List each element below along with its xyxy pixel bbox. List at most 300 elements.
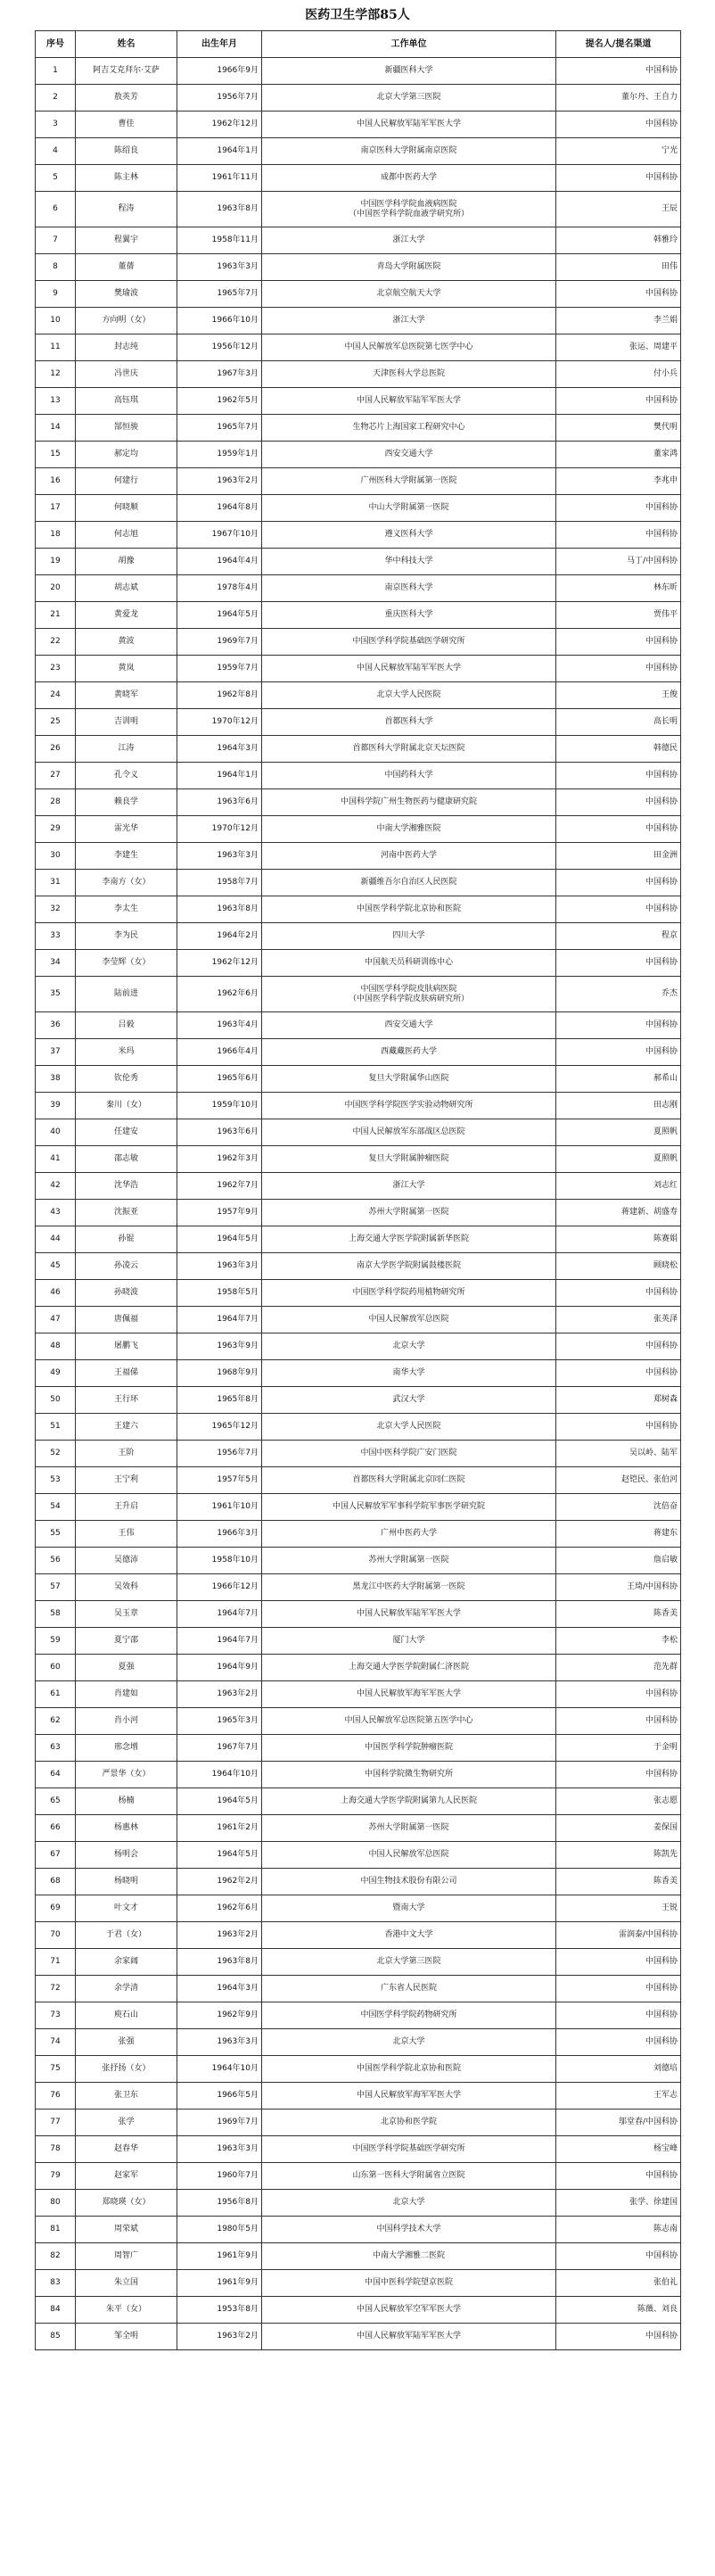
- row-nominator-cell: 雷润泰/中国科协: [556, 1922, 681, 1949]
- table-row: [36, 1788, 681, 1815]
- row-birth-cell: 1964年5月: [177, 1226, 262, 1253]
- unit-line: 中国医学科学院药物研究所: [360, 2010, 457, 2019]
- row-birth-cell: 1953年8月: [177, 2297, 262, 2324]
- row-index-cell: 70: [36, 1922, 76, 1949]
- row-birth-cell: 1963年8月: [177, 896, 262, 923]
- row-unit-cell: [262, 165, 556, 192]
- table-row: [36, 2163, 681, 2190]
- row-unit-cell: [262, 1119, 556, 1146]
- row-birth-cell: 1962年2月: [177, 1869, 262, 1895]
- row-birth-cell: 1964年7月: [177, 1307, 262, 1333]
- row-name-cell: 何晓顺: [76, 495, 177, 522]
- unit-line: 黑龙江中医药大学附属第一医院: [352, 1582, 465, 1591]
- table-row: [36, 2083, 681, 2110]
- row-index-cell: 11: [36, 334, 76, 361]
- row-name-cell: 杨楠: [76, 1788, 177, 1815]
- unit-line: 上海交通大学医学院附属第九人民医院: [340, 1796, 477, 1805]
- row-name-cell: 赵春华: [76, 2136, 177, 2163]
- row-unit-cell: [262, 896, 556, 923]
- row-nominator-cell: 韩雅玲: [556, 227, 681, 254]
- row-name-cell: 郑晓瑛（女）: [76, 2190, 177, 2217]
- unit-line: 苏州大学附属第一医院: [368, 1823, 449, 1832]
- row-name-cell: 郝定均: [76, 442, 177, 468]
- table-row: [36, 388, 681, 415]
- row-birth-cell: 1964年10月: [177, 1762, 262, 1788]
- row-unit-cell: [262, 442, 556, 468]
- row-unit-cell: [262, 843, 556, 870]
- table-row: [36, 1655, 681, 1681]
- row-name-cell: 陈绍良: [76, 138, 177, 165]
- nominee-table: [35, 30, 681, 2350]
- row-name-cell: 冯世庆: [76, 361, 177, 388]
- row-index-cell: 27: [36, 763, 76, 789]
- unit-line: 首都医科大学附属北京同仁医院: [352, 1475, 465, 1484]
- row-unit-cell: [262, 1066, 556, 1093]
- row-birth-cell: 1957年9月: [177, 1200, 262, 1226]
- unit-line: 中国人民解放军军事科学院军事医学研究院: [332, 1502, 485, 1511]
- table-row: [36, 1842, 681, 1869]
- row-unit-cell: [262, 495, 556, 522]
- table-row: [36, 1012, 681, 1039]
- row-name-cell: 孙锟: [76, 1226, 177, 1253]
- row-index-cell: 56: [36, 1548, 76, 1574]
- row-birth-cell: 1959年1月: [177, 442, 262, 468]
- row-unit-cell: [262, 602, 556, 629]
- row-name-cell: 程翼宇: [76, 227, 177, 254]
- row-name-cell: 王升启: [76, 1494, 177, 1521]
- row-nominator-cell: 中国科协: [556, 1762, 681, 1788]
- table-row: [36, 1307, 681, 1333]
- unit-line: 西安交通大学: [384, 1020, 433, 1029]
- row-birth-cell: 1967年3月: [177, 361, 262, 388]
- row-index-cell: 6: [36, 192, 76, 227]
- row-unit-cell: [262, 2083, 556, 2110]
- row-nominator-cell: 林东昕: [556, 575, 681, 602]
- row-birth-cell: 1964年4月: [177, 549, 262, 575]
- table-row: [36, 2110, 681, 2136]
- row-unit-cell: [262, 1548, 556, 1574]
- row-nominator-cell: 中国科协: [556, 1333, 681, 1360]
- table-row: [36, 602, 681, 629]
- row-nominator-cell: 顾晓松: [556, 1253, 681, 1280]
- unit-line: 中国人民解放军总医院: [368, 1850, 449, 1859]
- row-index-cell: 36: [36, 1012, 76, 1039]
- row-birth-cell: 1969年7月: [177, 629, 262, 656]
- row-birth-cell: 1956年12月: [177, 334, 262, 361]
- row-unit-cell: [262, 1226, 556, 1253]
- row-birth-cell: 1958年11月: [177, 227, 262, 254]
- row-nominator-cell: 王辰: [556, 192, 681, 227]
- unit-line: 上海交通大学医学院附属仁济医院: [348, 1663, 469, 1672]
- row-index-cell: 68: [36, 1869, 76, 1895]
- row-nominator-cell: 郑树森: [556, 1387, 681, 1414]
- row-unit-cell: [262, 308, 556, 334]
- unit-line: 首都医科大学附属北京天坛医院: [352, 744, 465, 753]
- row-name-cell: 王宁利: [76, 1467, 177, 1494]
- unit-line: 广州医科大学附属第一医院: [360, 476, 457, 485]
- row-birth-cell: 1963年2月: [177, 2324, 262, 2350]
- unit-line: 北京大学: [392, 2198, 425, 2207]
- unit-line: 中国医学科学院基础医学研究所: [352, 2144, 465, 2153]
- row-nominator-cell: 中国科协: [556, 950, 681, 977]
- table-row: [36, 1922, 681, 1949]
- row-unit-cell: [262, 656, 556, 682]
- row-birth-cell: 1970年12月: [177, 816, 262, 843]
- row-unit-cell: [262, 2270, 556, 2297]
- table-row: [36, 549, 681, 575]
- row-index-cell: 40: [36, 1119, 76, 1146]
- row-nominator-cell: 陈凯先: [556, 1842, 681, 1869]
- row-birth-cell: 1960年7月: [177, 2163, 262, 2190]
- row-name-cell: 任建安: [76, 1119, 177, 1146]
- row-unit-cell: [262, 227, 556, 254]
- row-name-cell: 余家阔: [76, 1949, 177, 1976]
- row-index-cell: 76: [36, 2083, 76, 2110]
- row-index-cell: 30: [36, 843, 76, 870]
- row-index-cell: 24: [36, 682, 76, 709]
- row-name-cell: 曹佳: [76, 111, 177, 138]
- unit-line: 中国人民解放军陆军军医大学: [356, 396, 461, 405]
- row-birth-cell: 1958年7月: [177, 870, 262, 896]
- row-nominator-cell: 刘德培: [556, 2056, 681, 2083]
- row-birth-cell: 1965年3月: [177, 1708, 262, 1735]
- table-row: [36, 495, 681, 522]
- row-birth-cell: 1964年9月: [177, 1655, 262, 1681]
- unit-line: 北京大学第三医院: [376, 93, 441, 102]
- table-row: [36, 843, 681, 870]
- row-index-cell: 72: [36, 1976, 76, 2002]
- row-nominator-cell: 李兰娟: [556, 308, 681, 334]
- table-row: [36, 2056, 681, 2083]
- row-unit-cell: [262, 1441, 556, 1467]
- row-nominator-cell: 范先群: [556, 1655, 681, 1681]
- row-birth-cell: 1965年7月: [177, 415, 262, 442]
- row-birth-cell: 1970年12月: [177, 709, 262, 736]
- row-unit-cell: [262, 1815, 556, 1842]
- unit-line: 北京航空航天大学: [376, 289, 441, 298]
- row-index-cell: 23: [36, 656, 76, 682]
- unit-line: 河南中医药大学: [380, 851, 437, 860]
- table-row: [36, 1494, 681, 1521]
- table-row: [36, 736, 681, 763]
- table-row: [36, 923, 681, 950]
- table-row: [36, 1681, 681, 1708]
- row-name-cell: 杨明会: [76, 1842, 177, 1869]
- row-nominator-cell: 中国科协: [556, 2324, 681, 2350]
- row-unit-cell: [262, 334, 556, 361]
- row-nominator-cell: 董家鸿: [556, 442, 681, 468]
- row-index-cell: 17: [36, 495, 76, 522]
- unit-line: 西藏藏医药大学: [380, 1047, 437, 1056]
- row-birth-cell: 1964年3月: [177, 736, 262, 763]
- table-row: [36, 1119, 681, 1146]
- row-unit-cell: [262, 2217, 556, 2243]
- table-row: [36, 2324, 681, 2350]
- row-unit-cell: [262, 1681, 556, 1708]
- row-birth-cell: 1963年8月: [177, 192, 262, 227]
- row-name-cell: 孙凌云: [76, 1253, 177, 1280]
- table-row: [36, 1253, 681, 1280]
- row-index-cell: 16: [36, 468, 76, 495]
- row-name-cell: 李莹辉（女）: [76, 950, 177, 977]
- unit-line: 中国人民解放军陆军军医大学: [356, 1609, 461, 1618]
- row-birth-cell: 1963年6月: [177, 1119, 262, 1146]
- row-nominator-cell: 李兆申: [556, 468, 681, 495]
- row-index-cell: 74: [36, 2029, 76, 2056]
- row-nominator-cell: 王军志: [556, 2083, 681, 2110]
- row-unit-cell: [262, 709, 556, 736]
- row-index-cell: 32: [36, 896, 76, 923]
- row-nominator-cell: 中国科协: [556, 388, 681, 415]
- row-unit-cell: [262, 58, 556, 85]
- unit-line: 中国科学院广州生物医药与健康研究院: [340, 797, 477, 806]
- unit-line: 武汉大学: [392, 1395, 425, 1404]
- unit-line: 中国科学院微生物研究所: [364, 1770, 453, 1779]
- row-index-cell: 85: [36, 2324, 76, 2350]
- row-name-cell: 吴玉章: [76, 1601, 177, 1628]
- row-index-cell: 13: [36, 388, 76, 415]
- table-row: [36, 165, 681, 192]
- row-nominator-cell: 郝希山: [556, 1066, 681, 1093]
- table-row: [36, 1414, 681, 1441]
- row-birth-cell: 1959年7月: [177, 656, 262, 682]
- row-birth-cell: 1958年10月: [177, 1548, 262, 1574]
- table-row: [36, 227, 681, 254]
- table-row: [36, 2136, 681, 2163]
- unit-line: 中国医学科学院肿瘤医院: [364, 1743, 453, 1752]
- row-index-cell: 59: [36, 1628, 76, 1655]
- row-birth-cell: 1962年8月: [177, 682, 262, 709]
- row-name-cell: 郜恒骏: [76, 415, 177, 442]
- row-name-cell: 方向明（女）: [76, 308, 177, 334]
- row-unit-cell: [262, 361, 556, 388]
- row-nominator-cell: 蒋建新、胡盛寿: [556, 1200, 681, 1226]
- row-nominator-cell: 姜保国: [556, 1815, 681, 1842]
- table-row: [36, 2243, 681, 2270]
- row-nominator-cell: 张伯礼: [556, 2270, 681, 2297]
- unit-line: 中国人民解放军陆军军医大学: [356, 120, 461, 128]
- row-name-cell: 李太生: [76, 896, 177, 923]
- row-unit-cell: [262, 1494, 556, 1521]
- unit-line: 香港中文大学: [384, 1930, 433, 1939]
- row-unit-cell: [262, 789, 556, 816]
- row-index-cell: 66: [36, 1815, 76, 1842]
- row-name-cell: 王建六: [76, 1414, 177, 1441]
- row-unit-cell: [262, 2002, 556, 2029]
- row-name-cell: 张抒扬（女）: [76, 2056, 177, 2083]
- row-unit-cell: [262, 549, 556, 575]
- row-name-cell: 庾石山: [76, 2002, 177, 2029]
- row-index-cell: 53: [36, 1467, 76, 1494]
- table-row: [36, 308, 681, 334]
- unit-line: 北京协和医学院: [380, 2118, 437, 2126]
- row-name-cell: 钦伦秀: [76, 1066, 177, 1093]
- row-birth-cell: 1956年7月: [177, 1441, 262, 1467]
- row-birth-cell: 1966年3月: [177, 1521, 262, 1548]
- row-name-cell: 孔令义: [76, 763, 177, 789]
- row-nominator-cell: 张英泽: [556, 1307, 681, 1333]
- row-birth-cell: 1980年5月: [177, 2217, 262, 2243]
- column-header-nominator: 提名人/提名渠道: [556, 31, 681, 58]
- unit-line: 中国人民解放军总医院第五医学中心: [344, 1716, 473, 1725]
- row-index-cell: 4: [36, 138, 76, 165]
- unit-line: 中国生物技术股份有限公司: [360, 1877, 457, 1886]
- unit-line: 中山大学附属第一医院: [368, 503, 449, 512]
- row-nominator-cell: 中国科协: [556, 1360, 681, 1387]
- row-index-cell: 45: [36, 1253, 76, 1280]
- row-birth-cell: 1963年3月: [177, 843, 262, 870]
- table-row: [36, 2190, 681, 2217]
- row-nominator-cell: 陈香美: [556, 1869, 681, 1895]
- row-unit-cell: [262, 254, 556, 281]
- row-unit-cell: [262, 1788, 556, 1815]
- row-nominator-cell: 高长明: [556, 709, 681, 736]
- row-unit-cell: [262, 1414, 556, 1441]
- row-nominator-cell: 中国科协: [556, 896, 681, 923]
- row-unit-cell: [262, 2163, 556, 2190]
- row-birth-cell: 1964年5月: [177, 1842, 262, 1869]
- row-nominator-cell: 田志刚: [556, 1093, 681, 1119]
- header-row: [36, 31, 681, 58]
- row-index-cell: 51: [36, 1414, 76, 1441]
- row-name-cell: 余学清: [76, 1976, 177, 2002]
- table-row: [36, 1895, 681, 1922]
- row-birth-cell: 1965年12月: [177, 1414, 262, 1441]
- row-unit-cell: [262, 1949, 556, 1976]
- row-unit-cell: [262, 870, 556, 896]
- row-nominator-cell: 刘志红: [556, 1173, 681, 1200]
- table-row: [36, 1066, 681, 1093]
- table-row: [36, 629, 681, 656]
- row-nominator-cell: 吴以岭、陆军: [556, 1441, 681, 1467]
- row-nominator-cell: 中国科协: [556, 2243, 681, 2270]
- table-row: [36, 1333, 681, 1360]
- row-birth-cell: 1961年2月: [177, 1815, 262, 1842]
- row-nominator-cell: 董尔丹、王自力: [556, 85, 681, 111]
- row-name-cell: 陆前进: [76, 977, 177, 1012]
- row-nominator-cell: 付小兵: [556, 361, 681, 388]
- row-name-cell: 赵家军: [76, 2163, 177, 2190]
- row-unit-cell: [262, 1307, 556, 1333]
- page-title: 医药卫生学部85人: [305, 8, 410, 22]
- row-nominator-cell: 中国科协: [556, 870, 681, 896]
- row-index-cell: 62: [36, 1708, 76, 1735]
- row-name-cell: 高钰琪: [76, 388, 177, 415]
- row-name-cell: 王福俤: [76, 1360, 177, 1387]
- unit-line: 新疆维吾尔自治区人民医院: [360, 878, 457, 887]
- table-row: [36, 1735, 681, 1762]
- unit-line: 中国人民解放军陆军军医大学: [356, 2332, 461, 2341]
- row-nominator-cell: 中国科协: [556, 1012, 681, 1039]
- row-nominator-cell: 陈赛娟: [556, 1226, 681, 1253]
- row-nominator-cell: 中国科协: [556, 281, 681, 308]
- row-birth-cell: 1963年3月: [177, 1253, 262, 1280]
- row-unit-cell: [262, 2056, 556, 2083]
- row-unit-cell: [262, 950, 556, 977]
- unit-line: 上海交通大学医学院附属新华医院: [348, 1234, 469, 1243]
- row-name-cell: 沈振亚: [76, 1200, 177, 1226]
- row-nominator-cell: 乔杰: [556, 977, 681, 1012]
- row-nominator-cell: 中国科协: [556, 1414, 681, 1441]
- row-unit-cell: [262, 1467, 556, 1494]
- column-header-index: 序号: [36, 31, 76, 58]
- row-birth-cell: 1956年7月: [177, 85, 262, 111]
- row-birth-cell: 1956年8月: [177, 2190, 262, 2217]
- table-header: [36, 31, 681, 58]
- row-birth-cell: 1963年2月: [177, 1681, 262, 1708]
- row-unit-cell: [262, 1601, 556, 1628]
- table-row: [36, 58, 681, 85]
- row-unit-cell: [262, 2297, 556, 2324]
- row-name-cell: 肖小河: [76, 1708, 177, 1735]
- row-birth-cell: 1978年4月: [177, 575, 262, 602]
- table-row: [36, 1521, 681, 1548]
- row-nominator-cell: 王琦/中国科协: [556, 1574, 681, 1601]
- row-unit-cell: [262, 816, 556, 843]
- table-row: [36, 1869, 681, 1895]
- row-name-cell: 邹全明: [76, 2324, 177, 2350]
- row-name-cell: 吕毅: [76, 1012, 177, 1039]
- row-unit-cell: [262, 1039, 556, 1066]
- unit-line: （中国医学科学院血液学研究所）: [348, 209, 469, 219]
- unit-line: 首都医科大学: [384, 717, 433, 726]
- row-unit-cell: [262, 1869, 556, 1895]
- row-nominator-cell: 张运、周建平: [556, 334, 681, 361]
- row-name-cell: 邢念增: [76, 1735, 177, 1762]
- row-index-cell: 58: [36, 1601, 76, 1628]
- unit-line: 中国医学科学院北京协和医院: [356, 904, 461, 913]
- row-unit-cell: [262, 111, 556, 138]
- row-nominator-cell: 韩德民: [556, 736, 681, 763]
- row-unit-cell: [262, 1762, 556, 1788]
- table-row: [36, 254, 681, 281]
- row-index-cell: 67: [36, 1842, 76, 1869]
- row-birth-cell: 1962年12月: [177, 111, 262, 138]
- row-unit-cell: [262, 575, 556, 602]
- row-name-cell: 陈主林: [76, 165, 177, 192]
- row-birth-cell: 1959年10月: [177, 1093, 262, 1119]
- row-name-cell: 邵志敏: [76, 1146, 177, 1173]
- row-name-cell: 肖建如: [76, 1681, 177, 1708]
- row-birth-cell: 1963年2月: [177, 1922, 262, 1949]
- row-birth-cell: 1966年5月: [177, 2083, 262, 2110]
- table-row: [36, 709, 681, 736]
- unit-line: 广东省人民医院: [380, 1984, 437, 1993]
- unit-line: 中国人民解放军总医院第七医学中心: [344, 343, 473, 351]
- row-name-cell: 朱立国: [76, 2270, 177, 2297]
- row-nominator-cell: 中国科协: [556, 1681, 681, 1708]
- row-index-cell: 77: [36, 2110, 76, 2136]
- unit-line: 中国中医科学院广安门医院: [360, 1449, 457, 1457]
- row-nominator-cell: 夏照帆: [556, 1146, 681, 1173]
- row-index-cell: 63: [36, 1735, 76, 1762]
- unit-line: 北京大学: [392, 1342, 425, 1350]
- row-birth-cell: 1965年6月: [177, 1066, 262, 1093]
- row-index-cell: 75: [36, 2056, 76, 2083]
- row-index-cell: 25: [36, 709, 76, 736]
- row-unit-cell: [262, 736, 556, 763]
- row-name-cell: 李为民: [76, 923, 177, 950]
- table-row: [36, 1200, 681, 1226]
- unit-line: 天津医科大学总医院: [372, 369, 445, 378]
- unit-line: 复旦大学附属华山医院: [368, 1074, 449, 1083]
- row-index-cell: 10: [36, 308, 76, 334]
- row-name-cell: 胡志斌: [76, 575, 177, 602]
- unit-line: 遵义医科大学: [384, 530, 433, 539]
- table-row: [36, 1173, 681, 1200]
- table-row: [36, 1226, 681, 1253]
- row-index-cell: 54: [36, 1494, 76, 1521]
